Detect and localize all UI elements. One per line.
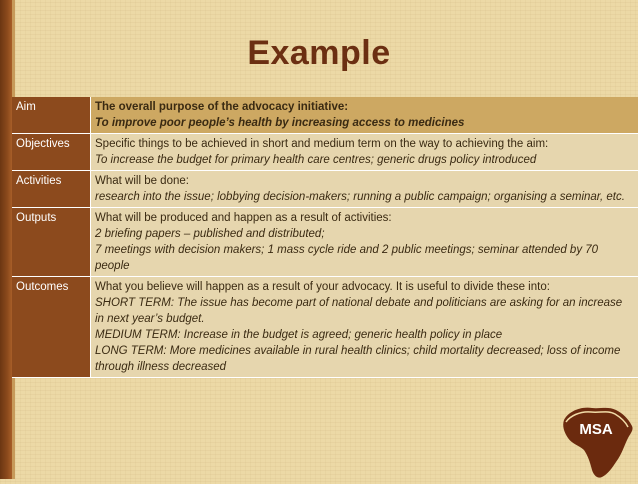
msa-logo	[558, 400, 638, 479]
africa-map-icon	[558, 400, 638, 479]
row-detail: LONG TERM: More medicines available in rural health clinics; child mortality decreased; loss of income through illness decreased	[95, 343, 634, 375]
row-detail: 7 meetings with decision makers; 1 mass cycle ride and 2 public meetings; seminar attended by 70 people	[95, 242, 634, 274]
logo-text: MSA	[579, 421, 613, 438]
row-label: Outcomes	[12, 277, 91, 378]
row-detail: To improve poor people’s health by increasing access to medicines	[95, 115, 634, 131]
row-description: The overall purpose of the advocacy initiative:	[95, 99, 634, 115]
row-detail: SHORT TERM: The issue has become part of national debate and politicians are asking for an increase in next year’s budget.	[95, 295, 634, 327]
row-body	[91, 97, 638, 134]
row-detail: research into the issue; lobbying decision-makers; running a public campaign; organising a seminar, etc.	[95, 189, 634, 205]
row-detail: To increase the budget for primary health care centres; generic drugs policy introduced	[95, 152, 634, 168]
row-body	[91, 134, 638, 171]
table-row-outcomes	[12, 277, 638, 378]
row-label: Outputs	[12, 208, 91, 277]
table-row-activities	[12, 171, 638, 208]
row-label: Objectives	[12, 134, 91, 171]
row-label: Aim	[12, 97, 91, 134]
table-row-aim	[12, 97, 638, 134]
row-description: What will be done:	[95, 173, 634, 189]
row-label: Activities	[12, 171, 91, 208]
table-row-outputs	[12, 208, 638, 277]
row-detail: MEDIUM TERM: Increase in the budget is agreed; generic health policy in place	[95, 327, 634, 343]
row-description: What will be produced and happen as a result of activities:	[95, 210, 634, 226]
slide-title: Example	[0, 34, 638, 73]
table-row-objectives	[12, 134, 638, 171]
row-body	[91, 171, 638, 208]
advocacy-table	[12, 97, 638, 378]
row-detail: 2 briefing papers – published and distributed;	[95, 226, 634, 242]
row-body	[91, 277, 638, 378]
row-description: Specific things to be achieved in short and medium term on the way to achieving the aim:	[95, 136, 634, 152]
row-description: What you believe will happen as a result of your advocacy. It is useful to divide these into:	[95, 279, 634, 295]
row-body	[91, 208, 638, 277]
